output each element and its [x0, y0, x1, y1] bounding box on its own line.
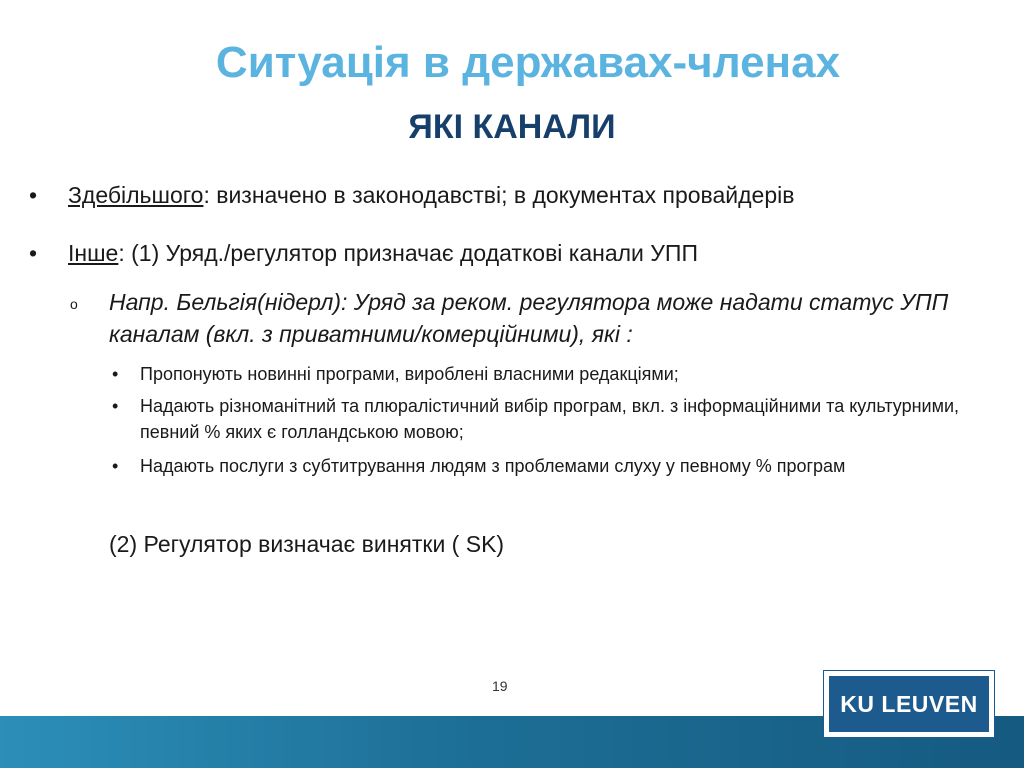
- list-item: Пропонують новинні програми, вироблені власними редакціями;: [140, 364, 679, 384]
- sub-example-text: Напр. Бельгія(нідерл): Уряд за реком. регулятора може надати статус УПП каналам (вкл. з приватними/комерційними), які :: [109, 289, 949, 347]
- bullet-marker: •: [29, 240, 38, 266]
- ku-leuven-logo: KU LEUVEN: [824, 671, 994, 737]
- bullet-2-text: : (1) Уряд./регулятор призначає додаткові канали УПП: [118, 240, 698, 266]
- list-marker: •: [112, 456, 119, 476]
- slide-title: Ситуація в державах-членах: [215, 38, 841, 87]
- bullet-2: [68, 238, 698, 268]
- slide-subtitle: ЯКІ КАНАЛИ: [408, 108, 616, 146]
- page-number: 19: [492, 678, 508, 694]
- bullet-marker: •: [29, 182, 38, 208]
- list-item: Надають різноманітний та плюралістичний вибір програм, вкл. з інформаційними та культурними, певний % яких є голландською мовою;: [140, 396, 960, 442]
- second-point-text: (2) Регулятор визначає винятки ( SK): [109, 531, 505, 557]
- sub-bullet-marker: o: [70, 296, 78, 312]
- bullet-1-text: : визначено в законодавстві; в документах провайдерів: [203, 182, 795, 208]
- bullet-1: [68, 180, 794, 210]
- list-item: Надають послуги з субтитрування людям з проблемами слуху у певному % програм: [140, 456, 846, 476]
- bullet-2-lead: Інше: [68, 240, 119, 266]
- list-marker: •: [112, 364, 119, 384]
- bullet-1-lead: Здебільшого: [68, 182, 204, 208]
- list-marker: •: [112, 396, 119, 416]
